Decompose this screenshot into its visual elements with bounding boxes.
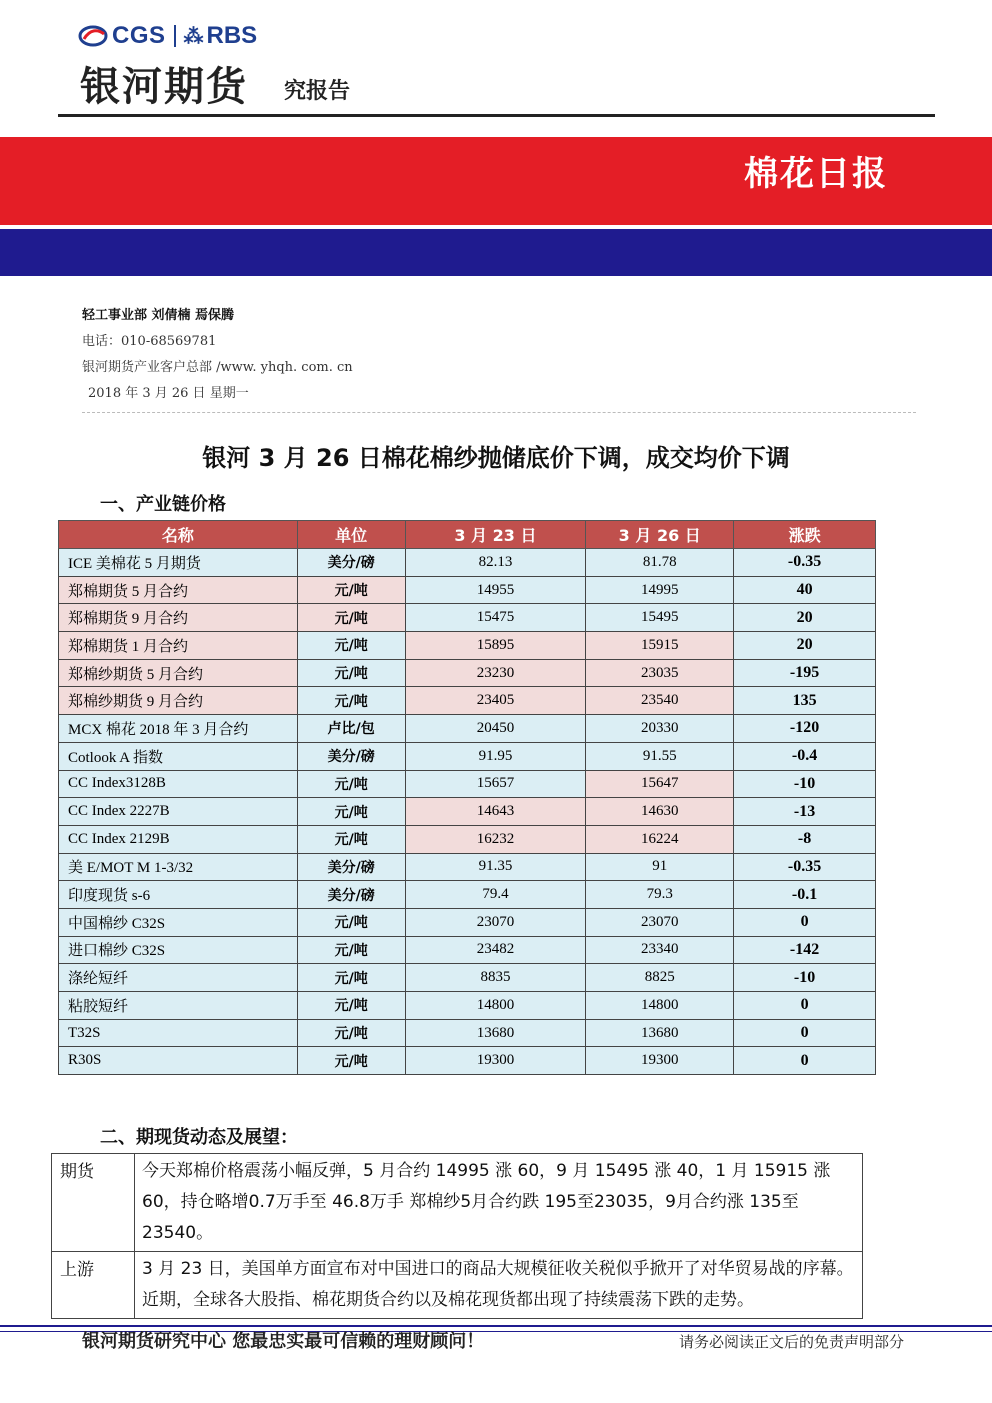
section-title-outlook: 二、期现货动态及展望： — [100, 1127, 298, 1148]
row-value-date2: 19300 — [586, 1047, 734, 1075]
row-name: CC Index 2227B — [59, 798, 298, 826]
row-value-date1: 8835 — [405, 964, 586, 992]
table-row — [59, 549, 876, 577]
row-change: -0.35 — [734, 549, 876, 577]
row-value-date1: 23405 — [405, 687, 586, 715]
row-value-date1: 79.4 — [405, 881, 586, 909]
row-value-date2: 23070 — [586, 908, 734, 936]
header-date2: 3 月 26 日 — [586, 521, 734, 549]
row-change: 0 — [734, 992, 876, 1020]
table-row — [59, 881, 876, 909]
row-value-date1: 15895 — [405, 632, 586, 660]
cgs-logo — [78, 22, 166, 50]
row-value-date2: 81.78 — [586, 549, 734, 577]
table-row — [59, 659, 876, 687]
cgs-swirl-icon — [78, 25, 108, 47]
footer-slogan: 银河期货研究中心 您最忠实最可信赖的理财顾问！ — [82, 1331, 485, 1352]
row-unit: 元/吨 — [297, 659, 405, 687]
table-header-row — [59, 521, 876, 549]
brand-name: 银河期货 — [80, 64, 248, 110]
row-name: 郑棉纱期货 9 月合约 — [59, 687, 298, 715]
section-title-prices: 一、产业链价格 — [100, 494, 226, 515]
row-unit: 元/吨 — [297, 576, 405, 604]
row-name: 粘胶短纤 — [59, 992, 298, 1020]
row-name: 印度现货 s-6 — [59, 881, 298, 909]
row-change: -10 — [734, 964, 876, 992]
row-name: CC Index3128B — [59, 770, 298, 798]
table-row — [59, 825, 876, 853]
logo-divider — [174, 25, 176, 47]
table-row — [59, 964, 876, 992]
main-title: 银河 3 月 26 日棉花棉纱抛储底价下调，成交均价下调 — [202, 444, 790, 472]
row-value-date2: 23540 — [586, 687, 734, 715]
row-change: 135 — [734, 687, 876, 715]
cgs-text: CGS — [112, 22, 166, 49]
authors: 轻工事业部 刘倩楠 焉保腾 — [82, 308, 235, 323]
row-value-date2: 15495 — [586, 604, 734, 632]
row-name: 郑棉期货 1 月合约 — [59, 632, 298, 660]
row-name: ICE 美棉花 5 月期货 — [59, 549, 298, 577]
row-unit: 元/吨 — [297, 632, 405, 660]
table-row — [59, 908, 876, 936]
header-divider — [58, 114, 935, 117]
row-unit: 元/吨 — [297, 825, 405, 853]
row-name: 郑棉纱期货 5 月合约 — [59, 659, 298, 687]
row-unit: 美分/磅 — [297, 549, 405, 577]
row-value-date2: 20330 — [586, 715, 734, 743]
outlook-text: 3 月 23 日，美国单方面宣布对中国进口的商品大规模征收关税似乎掀开了对华贸易战的序幕。近期，全球各大股指、棉花期货合约以及棉花现货都出现了持续震荡下跌的走势。 — [135, 1252, 863, 1319]
row-change: -8 — [734, 825, 876, 853]
row-name: 郑棉期货 5 月合约 — [59, 576, 298, 604]
row-value-date2: 23340 — [586, 936, 734, 964]
row-name: R30S — [59, 1047, 298, 1075]
row-value-date1: 20450 — [405, 715, 586, 743]
row-value-date2: 79.3 — [586, 881, 734, 909]
row-unit: 美分/磅 — [297, 742, 405, 770]
rbs-logo — [184, 22, 258, 50]
outlook-label: 期货 — [52, 1154, 135, 1252]
table-row — [59, 992, 876, 1020]
row-unit: 元/吨 — [297, 687, 405, 715]
report-label: 究报告 — [284, 79, 351, 104]
title-band-blue — [0, 229, 992, 276]
row-change: -142 — [734, 936, 876, 964]
row-change: -0.4 — [734, 742, 876, 770]
table-row — [59, 853, 876, 881]
row-change: 0 — [734, 1047, 876, 1075]
row-name: CC Index 2129B — [59, 825, 298, 853]
row-value-date2: 91.55 — [586, 742, 734, 770]
table-row — [59, 798, 876, 826]
row-value-date1: 23482 — [405, 936, 586, 964]
row-value-date2: 13680 — [586, 1019, 734, 1047]
row-name: 进口棉纱 C32S — [59, 936, 298, 964]
row-value-date2: 14995 — [586, 576, 734, 604]
row-name: Cotlook A 指数 — [59, 742, 298, 770]
row-value-date1: 15475 — [405, 604, 586, 632]
row-value-date2: 8825 — [586, 964, 734, 992]
row-unit: 元/吨 — [297, 908, 405, 936]
footer-disclaimer: 请务必阅读正文后的免责声明部分 — [678, 1333, 904, 1351]
row-change: 0 — [734, 908, 876, 936]
row-unit: 元/吨 — [297, 964, 405, 992]
row-unit: 元/吨 — [297, 1047, 405, 1075]
row-value-date1: 23070 — [405, 908, 586, 936]
row-change: -120 — [734, 715, 876, 743]
header-name: 名称 — [59, 521, 298, 549]
row-change: -0.1 — [734, 881, 876, 909]
outlook-table — [51, 1153, 863, 1319]
row-value-date1: 91.35 — [405, 853, 586, 881]
row-change: 20 — [734, 632, 876, 660]
row-unit: 元/吨 — [297, 936, 405, 964]
row-change: -0.35 — [734, 853, 876, 881]
row-value-date1: 23230 — [405, 659, 586, 687]
outlook-text: 今天郑棉价格震荡小幅反弹，5 月合约 14995 涨 60，9 月 15495 涨 40，1 月 15915 涨 60，持仓略增0.7万手至 46.8万手 郑棉纱5月合约跌 195至23035，9月合约涨 135至23540。 — [135, 1154, 863, 1252]
row-unit: 元/吨 — [297, 992, 405, 1020]
table-row — [59, 715, 876, 743]
row-name: MCX 棉花 2018 年 3 月合约 — [59, 715, 298, 743]
row-unit: 元/吨 — [297, 770, 405, 798]
row-change: -13 — [734, 798, 876, 826]
row-change: -10 — [734, 770, 876, 798]
row-value-date2: 14800 — [586, 992, 734, 1020]
row-value-date1: 14800 — [405, 992, 586, 1020]
outlook-label: 上游 — [52, 1252, 135, 1319]
row-value-date1: 91.95 — [405, 742, 586, 770]
header-date1: 3 月 23 日 — [405, 521, 586, 549]
row-value-date1: 16232 — [405, 825, 586, 853]
row-value-date2: 15915 — [586, 632, 734, 660]
table-row — [59, 687, 876, 715]
outlook-row — [52, 1154, 863, 1252]
report-date: 2018 年 3 月 26 日 星期一 — [88, 386, 249, 401]
table-row — [59, 742, 876, 770]
row-value-date1: 19300 — [405, 1047, 586, 1075]
table-row — [59, 576, 876, 604]
phone: 电话：010-68569781 — [82, 334, 217, 349]
header-unit: 单位 — [297, 521, 405, 549]
website: 银河期货产业客户总部 /www. yhqh. com. cn — [82, 360, 353, 375]
company-logo — [78, 20, 257, 52]
meta-divider — [82, 412, 916, 413]
row-value-date2: 16224 — [586, 825, 734, 853]
row-change: 40 — [734, 576, 876, 604]
row-value-date2: 91 — [586, 853, 734, 881]
table-row — [59, 770, 876, 798]
row-name: 中国棉纱 C32S — [59, 908, 298, 936]
rbs-mark-icon: ⁂ — [183, 25, 204, 48]
row-value-date1: 14955 — [405, 576, 586, 604]
row-unit: 元/吨 — [297, 798, 405, 826]
rbs-text: RBS — [206, 22, 258, 49]
row-unit: 元/吨 — [297, 1019, 405, 1047]
row-name: 郑棉期货 9 月合约 — [59, 604, 298, 632]
table-row — [59, 936, 876, 964]
row-value-date2: 23035 — [586, 659, 734, 687]
row-value-date2: 15647 — [586, 770, 734, 798]
table-row — [59, 1047, 876, 1075]
row-value-date1: 13680 — [405, 1019, 586, 1047]
row-unit: 元/吨 — [297, 604, 405, 632]
row-change: -195 — [734, 659, 876, 687]
row-unit: 美分/磅 — [297, 853, 405, 881]
row-value-date1: 15657 — [405, 770, 586, 798]
row-change: 0 — [734, 1019, 876, 1047]
table-row — [59, 1019, 876, 1047]
table-row — [59, 604, 876, 632]
row-value-date2: 14630 — [586, 798, 734, 826]
row-value-date1: 14643 — [405, 798, 586, 826]
header-change: 涨跌 — [734, 521, 876, 549]
row-name: T32S — [59, 1019, 298, 1047]
price-table — [58, 520, 876, 1075]
report-type-title: 棉花日报 — [744, 154, 888, 194]
outlook-row — [52, 1252, 863, 1319]
row-name: 美 E/MOT M 1-3/32 — [59, 853, 298, 881]
row-unit: 美分/磅 — [297, 881, 405, 909]
row-value-date1: 82.13 — [405, 549, 586, 577]
row-name: 涤纶短纤 — [59, 964, 298, 992]
table-row — [59, 632, 876, 660]
row-change: 20 — [734, 604, 876, 632]
row-unit: 卢比/包 — [297, 715, 405, 743]
